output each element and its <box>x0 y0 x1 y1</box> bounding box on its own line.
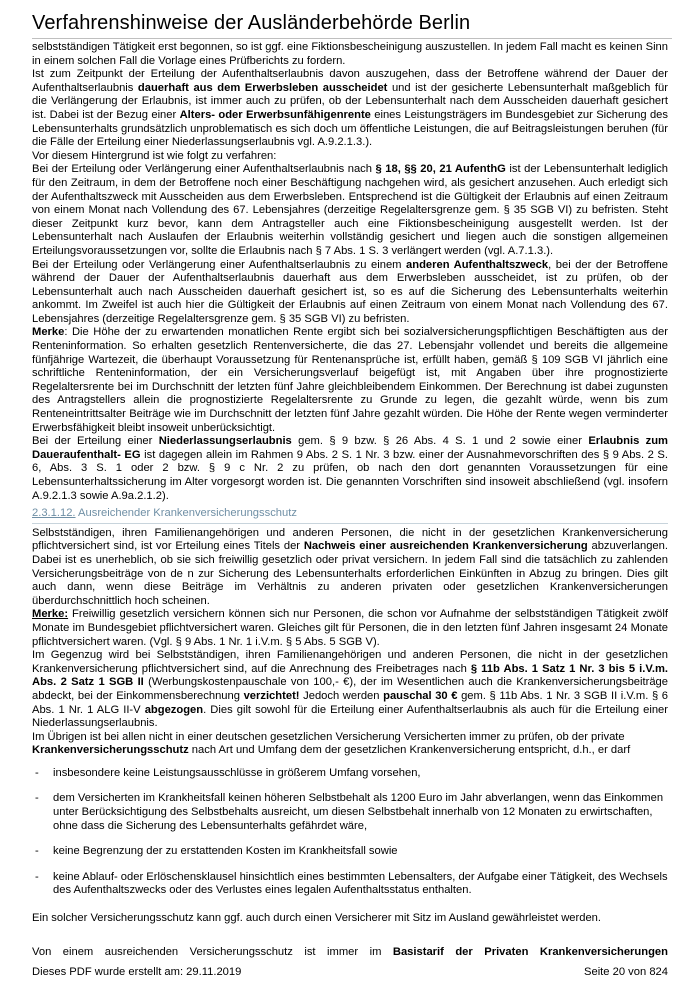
section-number[interactable]: 2.3.1.12. <box>32 507 76 520</box>
list-item: - dem Versicherten im Krankheitsfall keinen höheren Selbstbehalt als 1200 Euro im Jahr abverlangen, wenn das Einkommen unter Berücksichtigung des Selbstbehalts ausreicht, um diesen Selbstbehalt innerhalb von 12 Monaten zu erwirtschaften, ohne dass die Sicherung des Lebensunterhalts gefährdet wäre, <box>32 792 668 833</box>
list-item: - keine Ablauf- oder Erlöschensklausel hinsichtlich eines bestimmten Lebensalters, der Aufgabe einer Tätigkeit, des Wechsels des Aufenthaltszwecks oder des Verlustes eines legalen Aufenthaltsstatus enthalten. <box>32 871 668 898</box>
requirements-list <box>32 767 668 898</box>
page-number: Seite 20 von 824 <box>584 966 668 978</box>
paragraph: Bei der Erteilung oder Verlängerung einer Aufenthaltserlaubnis zu einem anderen Aufenthaltszweck, bei der der Betroffene während der Dauer der Aufenthaltserlaubnis dauerhaft aus dem Erwerbsleben ausscheidet, ist zu prüfen, ob der Lebensunterhalt auch nach Ausscheiden dauerhaft gesichert ist, so es auf die Sicherung des Lebensunterhalts weiterhin ankommt. Im Zweifel ist auch hier die Gültigkeit der Erlaubnis auf einen Zeitraum von einem Monat nach Vollendung des 67. Lebensjahres (derzeitige Regelaltersgrenze gem. § 35 SGB VI) zu befristen. <box>32 258 668 325</box>
header-divider <box>32 38 672 39</box>
paragraph: Bei der Erteilung oder Verlängerung einer Aufenthaltserlaubnis nach § 18, §§ 20, 21 AufenthG ist der Lebensunterhalt lediglich für den Zeitraum, in dem der Betroffene noch einer Beschäftigung nachgehen wird, als gesichert anzusehen. Auch erledigt sich der Aufenthaltszweck mit Ausscheiden aus dem Erwerbsleben. Entsprechend ist die Gültigkeit der Erlaubnis auf einen Zeitraum von einem Monat nach Vollendung des 67. Lebensjahres (derzeitige Regelaltersgrenze gem. § 35 SGB VI) zu befristen. Steht dieser Zeitpunkt kurz bevor, kann dem Antragsteller auch eine Fiktionsbescheinigung ausgestellt werden. Ist der Lebensunterhalt nach Auslaufen der Erlaubnis weiterhin vollständig gesichert und liegen auch die sonstigen allgemeinen Erteilungsvoraussetzungen vor, sollte die Erlaubnis nach § 7 Abs. 1 S. 3 verlängert werden (vgl. A.7.1.3.). <box>32 163 668 257</box>
section-title: Ausreichender Krankenversicherungsschutz <box>78 507 297 520</box>
section-heading[interactable] <box>32 507 668 521</box>
paragraph: Ist zum Zeitpunkt der Erteilung der Aufenthaltserlaubnis davon auszugehen, dass der Betroffene während der Dauer der Aufenthaltserlaubnis dauerhaft aus dem Erwerbsleben ausscheidet und ist der gesicherte Lebensunterhalt maßgeblich für die Verlängerung der Erlaubnis, ist immer auch zu prüfen, ob der Lebensunterhalt nach dem Ausscheiden dauerhaft gesichert ist. Dabei ist der Bezug einer Alters- oder Erwerbsunfähigenrente eines Leistungsträgers im Bundesgebiet zur Sicherung des Lebensunterhalts grundsätzlich unproblematisch es sich doch um öffentliche Leistungen, die auf Beitragsleistungen beruhen (für die Fälle der Erteilung einer Niederlassungserlaubnis vgl. A.9.2.1.3.). <box>32 68 668 149</box>
note-paragraph: Merke: Die Höhe der zu erwartenden monatlichen Rente ergibt sich bei sozialversicherungspflichtigen Beschäftigten aus der Renteninformation. So erhalten gesetzlich Rentenversicherte, die das 27. Lebensjahr vollendet und bereits die allgemeine fünfjährige Wartezeit, die überhaupt Voraussetzung für Rentenansprüche ist, erfüllt haben, gemäß § 109 SGB VI jährlich eine schriftliche Renteninformation, der ein Versicherungsverlauf beigefügt ist, mit Angaben über ihre prognostizierte Regelaltersrente bei im Durchschnitt der letzten fünf Jahre gleichbleibendem Einkommen. Der Berechnung ist dabei zugunsten des Antragstellers allein die prognostizierte Regelaltersrente zu Grunde zu legen, die gezahlt würde, wenn bis zum Renteneintrittsalter Beiträge wie im Durchschnitt der letzten fünf Jahre gezahlt würden. Die Höhe der Rente wegen verminderter Erwerbsfähigkeit bleibt insoweit unberücksichtigt. <box>32 326 668 434</box>
creation-date: Dieses PDF wurde erstellt am: 29.11.2019 <box>32 966 242 978</box>
list-item: - keine Begrenzung der zu erstattenden Kosten im Krankheitsfall sowie <box>32 845 668 859</box>
paragraph: Von einem ausreichenden Versicherungsschutz ist immer im Basistarif der Privaten Krankenversicherungen <box>32 946 668 959</box>
section-divider <box>32 523 668 524</box>
paragraph: Im Übrigen ist bei allen nicht in einer deutschen gesetzlichen Versicherung Versicherten immer zu prüfen, ob der private Krankenversicherungsschutz nach Art und Umfang dem der gesetzlichen Krankenversicherung entspricht, d.h., er darf <box>32 730 631 757</box>
document-body <box>32 41 668 926</box>
paragraph: Ein solcher Versicherungsschutz kann ggf. auch durch einen Versicherer mit Sitz im Ausland gewährleistet werden. <box>32 912 601 925</box>
paragraph: Im Gegenzug wird bei Selbstständigen, ihren Familienangehörigen und anderen Personen, die nicht in der gesetzlichen Krankenversicherung pflichtversichert sind, auf die Anrechnung des Freibetrages nach § 11b Abs. 1 Satz 1 Nr. 3 bis 5 i.V.m. Abs. 2 Satz 1 SGB II (Werbungskostenpauschale von 100,- €), der im Wesentlichen auch die Krankenversicherungsbeiträge abdeckt, bei der Einkommensberechnung verzichtet! Jedoch werden pauschal 30 € gem. § 11b Abs. 1 Nr. 3 SGB II i.V.m. § 6 Abs. 1 Nr. 1 ALG II-V abgezogen. Dies gilt sowohl für die Erteilung einer Aufenthaltserlaubnis als auch für die Erteilung einer Niederlassungserlaubnis. <box>32 649 668 730</box>
list-item: - insbesondere keine Leistungsausschlüsse in größerem Umfang vorsehen, <box>32 767 668 781</box>
paragraph: selbstständigen Tätigkeit erst begonnen, so ist ggf. eine Fiktionsbescheinigung auszustellen. In jedem Fall macht es keinen Sinn in einem solchen Fall die Vorlage eines Prüfberichts zu fordern. <box>32 41 668 67</box>
page-header <box>32 10 672 39</box>
page-title: Verfahrenshinweise der Ausländerbehörde Berlin <box>32 12 471 34</box>
paragraph: Selbstständigen, ihren Familienangehörigen und anderen Personen, die nicht in der gesetzlichen Krankenversicherung pflichtversichert sind, ist vor Erteilung eines Titels der Nachweis einer ausreichenden Krankenversicherung abzuverlangen. Dabei ist es unerheblich, ob sie sich freiwillig gesetzlich oder privat versichern. In jedem Fall sind die tatsächlich zu zahlenden Versicherungsbeiträge von de n zur Sicherung des Lebensunterhalts erforderlichen Einkünften in Abzug zu bringen. Dies gilt auch dann, wenn diese Beiträge im Verhältnis zu anderen privaten oder gesetzlichen Krankenversicherungen überdurchschnittlich hoch scheinen. <box>32 526 668 607</box>
paragraph: Vor diesem Hintergrund ist wie folgt zu verfahren: <box>32 149 277 162</box>
note-paragraph: Merke: Freiwillig gesetzlich versichern können sich nur Personen, die schon vor Aufnahme der selbstständigen Tätigkeit zwölf Monate im Bundesgebiet pflichtversichert waren. Gleiches gilt für Personen, die in den letzten fünf Jahren insgesamt 24 Monate pflichtversichert waren. (Vgl. § 9 Abs. 1 Nr. 1 i.V.m. § 5 Abs. 5 SGB V). <box>32 608 668 648</box>
paragraph: Bei der Erteilung einer Niederlassungserlaubnis gem. § 9 bzw. § 26 Abs. 4 S. 1 und 2 sowie einer Erlaubnis zum Daueraufenthalt- EG ist dagegen allein im Rahmen 9 Abs. 2 S. 1 Nr. 3 bzw. einer der Ausnahmevorschriften des § 9 Abs. 2 S. 6, Abs. 3 S. 1 oder 2 bzw. § 9 c Nr. 2 zu prüfen, ob nach den dort genannten Voraussetzungen für eine Lebensunterhaltssicherung im Alter vorgesorgt worden ist. Die genannten Vorschriften sind insoweit abschließend (vgl. insofern A.9.2.1.3 sowie A.9a.2.1.2). <box>32 435 668 502</box>
